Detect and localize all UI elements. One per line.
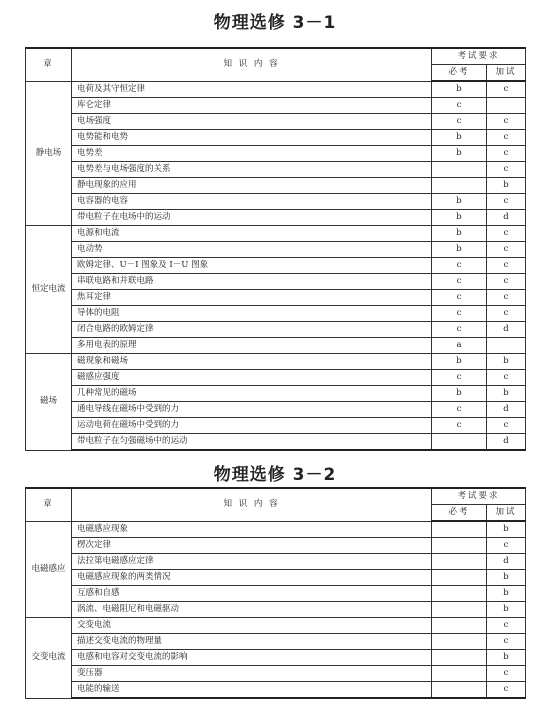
must-level-cell: b	[432, 146, 487, 162]
chapter-cell: 电磁感应	[26, 521, 72, 618]
must-level-cell	[432, 570, 487, 586]
must-level-cell: c	[432, 370, 487, 386]
must-level-cell: b	[432, 242, 487, 258]
must-level-cell: c	[432, 418, 487, 434]
table-row	[26, 521, 526, 538]
header-must: 必考	[432, 505, 487, 522]
plus-level-cell: d	[487, 554, 526, 570]
must-level-cell: c	[432, 114, 487, 130]
table-row	[26, 554, 526, 570]
plus-level-cell: c	[487, 306, 526, 322]
must-level-cell	[432, 178, 487, 194]
content-cell: 磁感应强度	[72, 370, 432, 386]
content-cell: 多用电表的原理	[72, 338, 432, 354]
plus-level-cell	[487, 338, 526, 354]
header-chapter: 章	[26, 488, 72, 521]
section-title-2: 物理选修 3－2	[213, 465, 337, 485]
header-requirement: 考试要求	[432, 488, 526, 505]
table-row	[26, 114, 526, 130]
table-row	[26, 618, 526, 634]
table-row	[26, 322, 526, 338]
must-level-cell: b	[432, 386, 487, 402]
table-row	[26, 98, 526, 114]
table-row	[26, 386, 526, 402]
content-cell: 磁现象和磁场	[72, 354, 432, 370]
content-cell: 焦耳定律	[72, 290, 432, 306]
must-level-cell	[432, 650, 487, 666]
content-cell: 带电粒子在匀强磁场中的运动	[72, 434, 432, 451]
table-row	[26, 338, 526, 354]
plus-level-cell: c	[487, 538, 526, 554]
content-cell: 电源和电流	[72, 226, 432, 242]
table-row	[26, 650, 526, 666]
content-cell: 通电导线在磁场中受到的力	[72, 402, 432, 418]
must-level-cell: c	[432, 402, 487, 418]
header-plus: 加试	[487, 65, 526, 82]
table-row	[26, 370, 526, 386]
must-level-cell: c	[432, 290, 487, 306]
content-cell: 电势差	[72, 146, 432, 162]
header-plus: 加试	[487, 505, 526, 522]
plus-level-cell: b	[487, 570, 526, 586]
plus-level-cell: c	[487, 242, 526, 258]
content-cell: 静电现象的应用	[72, 178, 432, 194]
plus-level-cell: d	[487, 434, 526, 451]
plus-level-cell: c	[487, 634, 526, 650]
plus-level-cell: d	[487, 322, 526, 338]
chapter-cell: 交变电流	[26, 618, 72, 699]
table-row	[26, 178, 526, 194]
table-row	[26, 538, 526, 554]
header-requirement: 考试要求	[432, 48, 526, 65]
content-cell: 电动势	[72, 242, 432, 258]
plus-level-cell: c	[487, 274, 526, 290]
must-level-cell: c	[432, 258, 487, 274]
must-level-cell	[432, 666, 487, 682]
must-level-cell: c	[432, 274, 487, 290]
content-cell: 电磁感应现象	[72, 521, 432, 538]
content-cell: 涡流、电磁阻尼和电磁驱动	[72, 602, 432, 618]
requirements-table-1	[25, 47, 526, 451]
table-row	[26, 666, 526, 682]
table-row	[26, 226, 526, 242]
content-cell: 电容器的电容	[72, 194, 432, 210]
plus-level-cell: c	[487, 162, 526, 178]
content-cell: 电磁感应现象的两类情况	[72, 570, 432, 586]
must-level-cell: a	[432, 338, 487, 354]
table-row	[26, 586, 526, 602]
table-row	[26, 602, 526, 618]
table-row	[26, 354, 526, 370]
plus-level-cell: c	[487, 618, 526, 634]
must-level-cell: b	[432, 130, 487, 146]
section-title-1: 物理选修 3－1	[213, 13, 337, 33]
content-cell: 库仑定律	[72, 98, 432, 114]
table-row	[26, 306, 526, 322]
plus-level-cell: c	[487, 81, 526, 98]
must-level-cell	[432, 618, 487, 634]
plus-level-cell: c	[487, 418, 526, 434]
content-cell: 互感和自感	[72, 586, 432, 602]
plus-level-cell	[487, 98, 526, 114]
plus-level-cell: b	[487, 650, 526, 666]
header-row	[26, 488, 526, 505]
must-level-cell: b	[432, 194, 487, 210]
plus-level-cell: c	[487, 146, 526, 162]
must-level-cell	[432, 434, 487, 451]
header-content: 知 识 内 容	[72, 48, 432, 81]
table-row	[26, 434, 526, 451]
content-cell: 电感和电容对交变电流的影响	[72, 650, 432, 666]
plus-level-cell: b	[487, 386, 526, 402]
plus-level-cell: c	[487, 682, 526, 699]
content-cell: 楞次定律	[72, 538, 432, 554]
content-cell: 交变电流	[72, 618, 432, 634]
table-row	[26, 81, 526, 98]
plus-level-cell: d	[487, 210, 526, 226]
plus-level-cell: b	[487, 521, 526, 538]
table-row	[26, 402, 526, 418]
must-level-cell: c	[432, 322, 487, 338]
plus-level-cell: c	[487, 370, 526, 386]
chapter-cell: 磁场	[26, 354, 72, 451]
content-cell: 电势能和电势	[72, 130, 432, 146]
table-row	[26, 274, 526, 290]
content-cell: 电荷及其守恒定律	[72, 81, 432, 98]
must-level-cell	[432, 521, 487, 538]
table-row	[26, 634, 526, 650]
content-cell: 运动电荷在磁场中受到的力	[72, 418, 432, 434]
must-level-cell	[432, 554, 487, 570]
chapter-cell: 静电场	[26, 81, 72, 226]
content-cell: 闭合电路的欧姆定律	[72, 322, 432, 338]
content-cell: 描述交变电流的物理量	[72, 634, 432, 650]
header-must: 必考	[432, 65, 487, 82]
plus-level-cell: c	[487, 666, 526, 682]
must-level-cell: b	[432, 81, 487, 98]
content-cell: 电场强度	[72, 114, 432, 130]
plus-level-cell: c	[487, 114, 526, 130]
must-level-cell	[432, 538, 487, 554]
must-level-cell	[432, 682, 487, 699]
content-cell: 串联电路和并联电路	[72, 274, 432, 290]
plus-level-cell: b	[487, 178, 526, 194]
table-row	[26, 162, 526, 178]
content-cell: 电能的输送	[72, 682, 432, 699]
must-level-cell: b	[432, 354, 487, 370]
table-row	[26, 682, 526, 699]
plus-level-cell: c	[487, 290, 526, 306]
plus-level-cell: c	[487, 226, 526, 242]
plus-level-cell: d	[487, 402, 526, 418]
table-row	[26, 146, 526, 162]
content-cell: 电势差与电场强度的关系	[72, 162, 432, 178]
content-cell: 几种常见的磁场	[72, 386, 432, 402]
must-level-cell	[432, 602, 487, 618]
must-level-cell: b	[432, 210, 487, 226]
table-row	[26, 130, 526, 146]
must-level-cell	[432, 586, 487, 602]
must-level-cell: c	[432, 98, 487, 114]
header-content: 知 识 内 容	[72, 488, 432, 521]
table-row	[26, 194, 526, 210]
content-cell: 导体的电阻	[72, 306, 432, 322]
plus-level-cell: c	[487, 194, 526, 210]
table-row	[26, 290, 526, 306]
plus-level-cell: b	[487, 354, 526, 370]
content-cell: 欧姆定律、U－I 图象及 I－U 图象	[72, 258, 432, 274]
content-cell: 法拉第电磁感应定律	[72, 554, 432, 570]
content-cell: 带电粒子在电场中的运动	[72, 210, 432, 226]
must-level-cell	[432, 162, 487, 178]
plus-level-cell: c	[487, 130, 526, 146]
must-level-cell: c	[432, 306, 487, 322]
chapter-cell: 恒定电流	[26, 226, 72, 354]
must-level-cell	[432, 634, 487, 650]
requirements-table-2	[25, 487, 526, 699]
plus-level-cell: b	[487, 602, 526, 618]
table-row	[26, 210, 526, 226]
content-cell: 变压器	[72, 666, 432, 682]
table-row	[26, 258, 526, 274]
table-row	[26, 570, 526, 586]
plus-level-cell: c	[487, 258, 526, 274]
header-row	[26, 48, 526, 65]
plus-level-cell: b	[487, 586, 526, 602]
header-chapter: 章	[26, 48, 72, 81]
table-row	[26, 418, 526, 434]
must-level-cell: b	[432, 226, 487, 242]
table-row	[26, 242, 526, 258]
